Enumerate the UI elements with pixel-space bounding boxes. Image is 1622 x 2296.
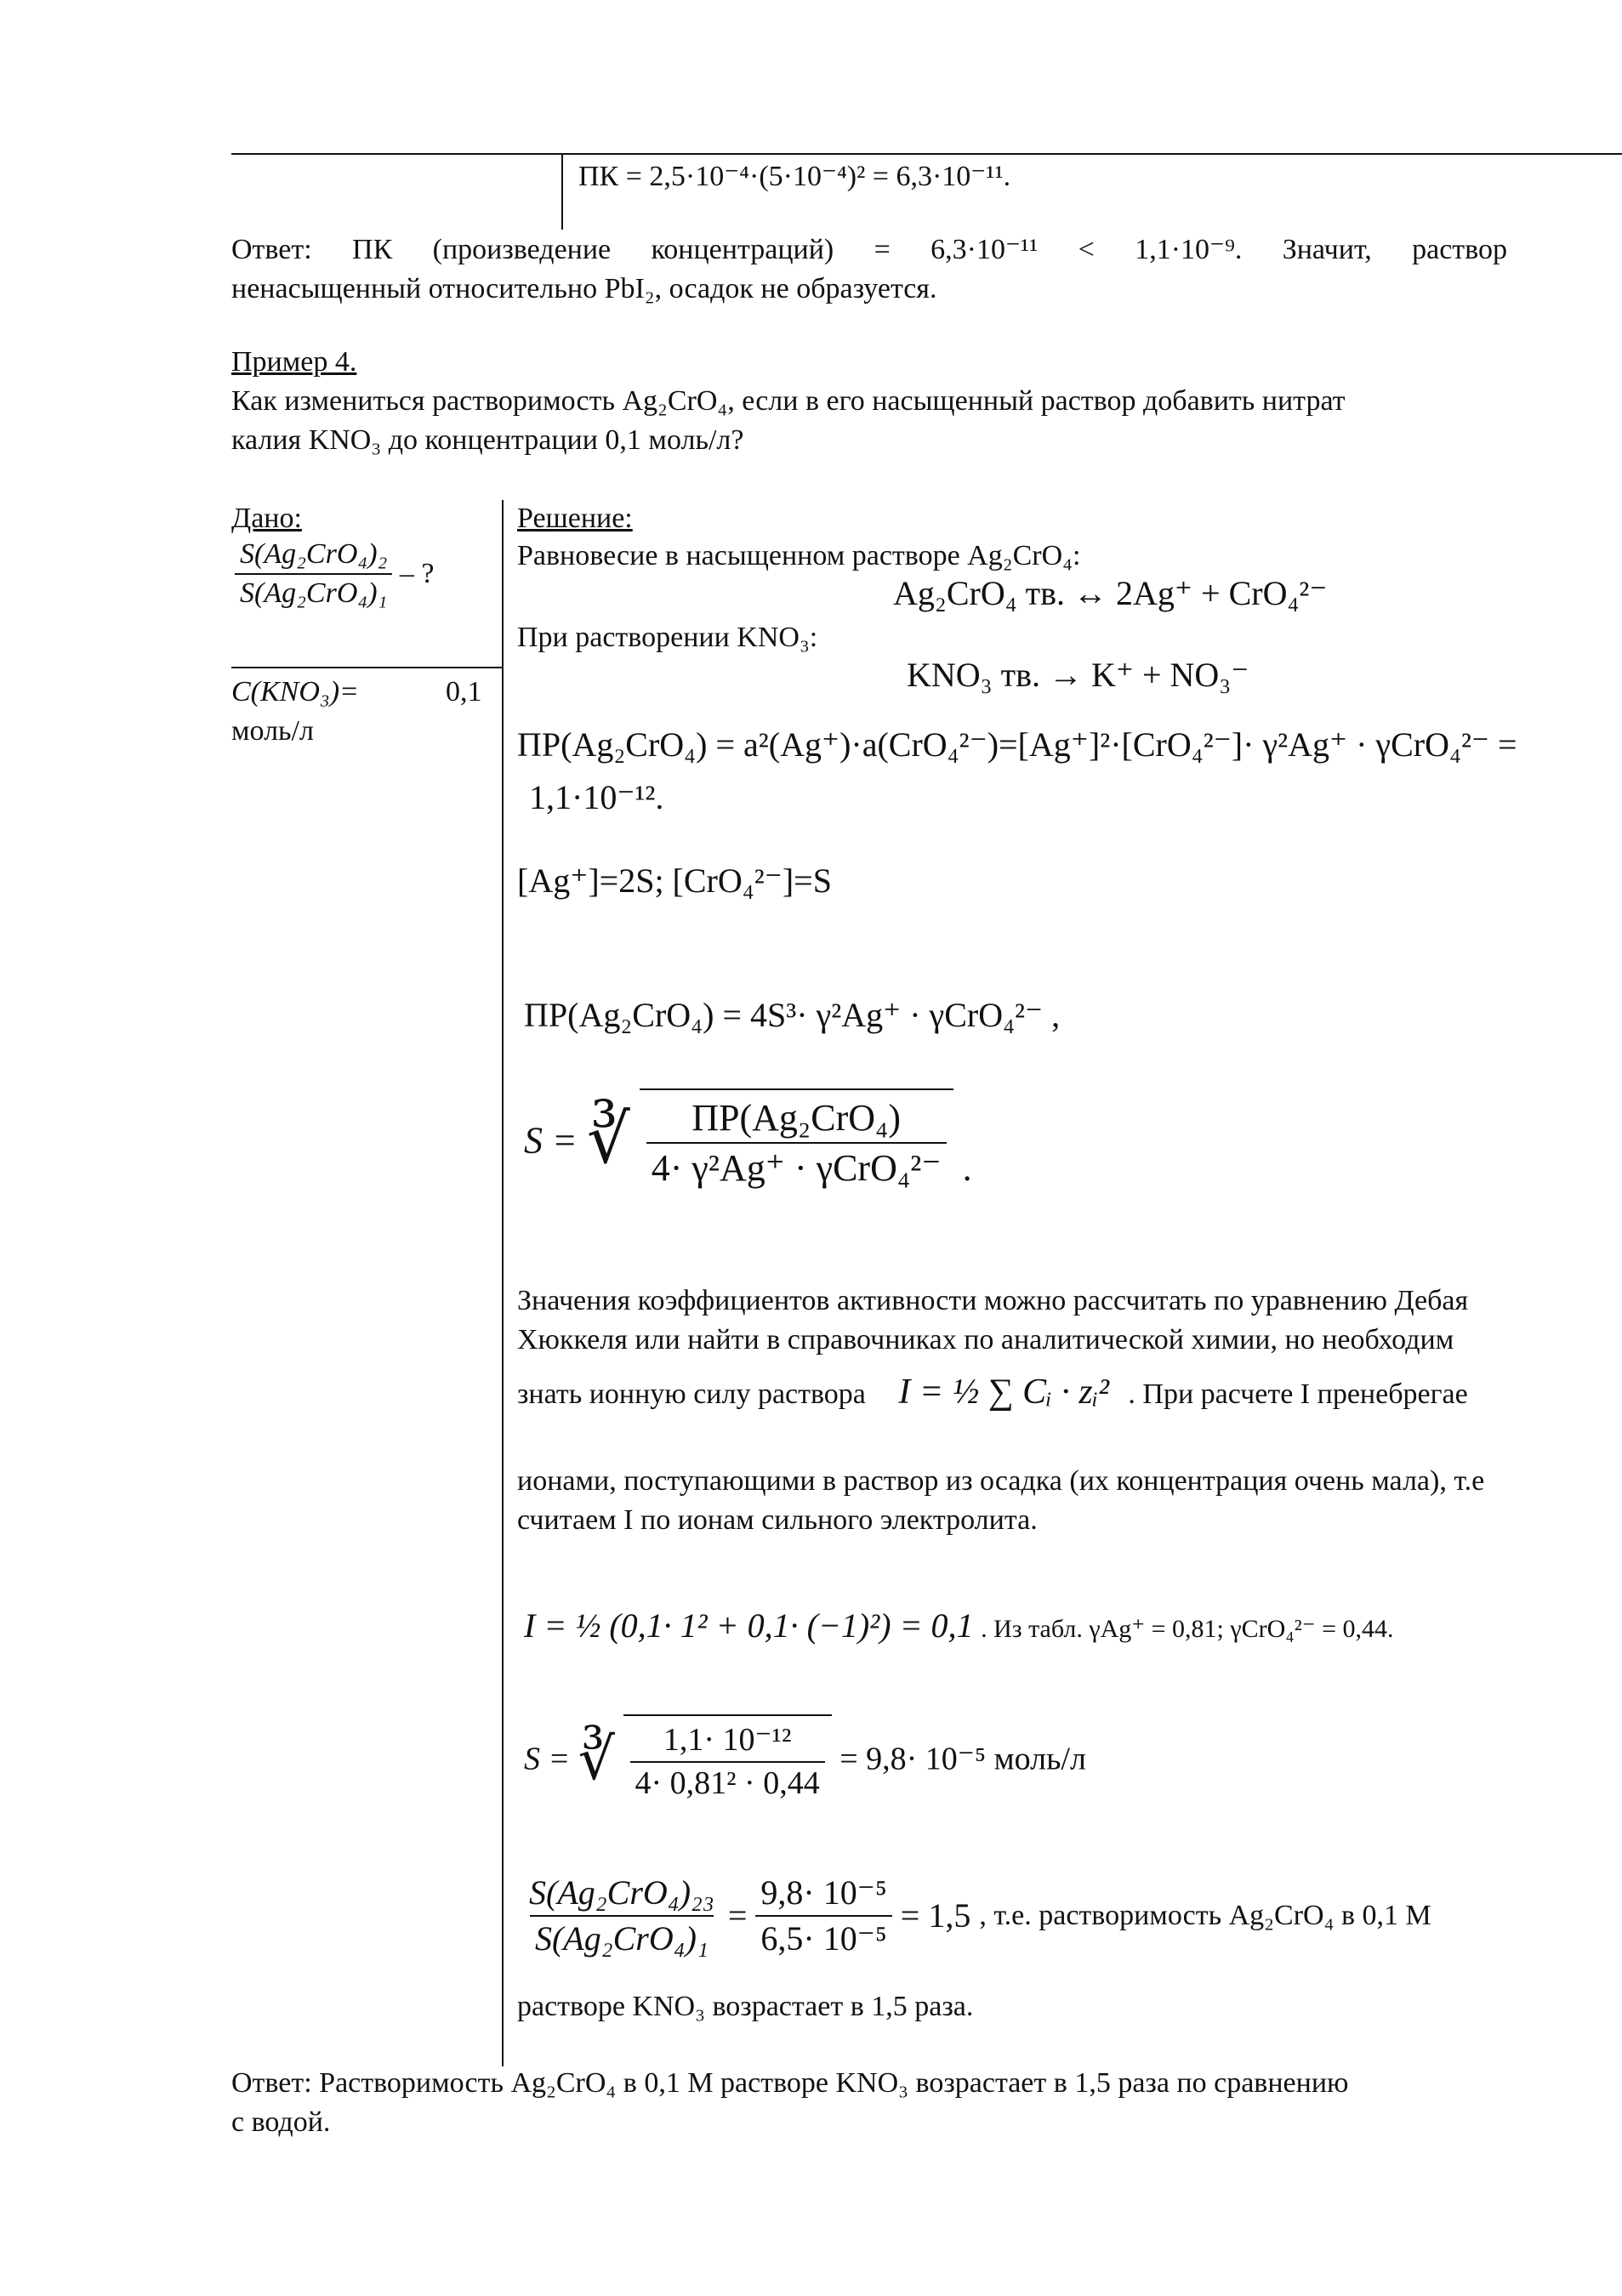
s-calc-lhs: S = (524, 1741, 571, 1777)
given-unit: моль/л (231, 715, 314, 747)
cube-root-sign: ∛ (586, 1103, 630, 1179)
text-line3-a: знать ионную силу раствора (517, 1378, 866, 1410)
s-formula-lhs: S = (524, 1119, 578, 1162)
pr-solubility: ПР(Ag₂CrO₄) = 4S³· γ²Ag⁺ · γCrO₄²⁻ , (524, 996, 1061, 1034)
given-conc-value: 0,1 (446, 676, 482, 708)
s-calc (524, 1714, 1086, 1805)
answer2-line1: Ответ: Растворимость Ag₂CrO₄ в 0,1 М растворе KNO₃ возрастает в 1,5 раза по сравнению (231, 2067, 1349, 2099)
given-ratio-num: S(Ag₂CrO₄)₂ (240, 538, 388, 570)
equation-kno3 (907, 653, 1249, 697)
s-calc-num: 1,1· 10⁻¹² (663, 1722, 792, 1758)
example-title: Пример 4. (231, 346, 357, 378)
solution-label: Решение: (517, 503, 633, 534)
s-formula (524, 1088, 972, 1192)
given-solution-divider (502, 500, 504, 2066)
example-question-2: калия KNO₃ до концентрации 0,1 моль/л? (231, 424, 744, 456)
ionic-strength-calc (524, 1604, 1394, 1648)
text-line5: считаем I по ионам сильного электролита. (517, 1504, 1038, 1536)
s-calc-root-sign: ∛ (578, 1727, 615, 1793)
ionic-strength-table: . Из табл. γAg⁺ = 0,81; γCrO₄²⁻ = 0,44. (981, 1615, 1394, 1643)
text-line2: Хюккеля или найти в справочниках по аналитической химии, но необходим (517, 1324, 1454, 1355)
text-line3 (517, 1369, 1468, 1416)
ratio-text: , т.е. растворимость Ag₂CrO₄ в 0,1 М (979, 1899, 1431, 1931)
pr-value: 1,1·10⁻¹². (529, 778, 664, 816)
given-ratio-den: S(Ag₂CrO₄)₁ (235, 573, 392, 612)
pk-line: ПК = 2,5·10⁻⁴·(5·10⁻⁴)² = 6,3·10⁻¹¹. (578, 161, 1011, 192)
ratio-result: = 1,5 (900, 1896, 971, 1935)
ionic-strength-formula: I = ½ ∑ Cᵢ · zᵢ² (898, 1372, 1109, 1412)
ratio-value-den: 6,5· 10⁻⁵ (755, 1915, 891, 1961)
answer1-line1: Ответ: ПК (произведение концентраций) = 6,3·10⁻¹¹ < 1,1·10⁻⁹. Значит, раствор (231, 234, 1507, 265)
answer2-line2: с водой. (231, 2106, 331, 2138)
concentration-relation: [Ag⁺]=2S; [CrO₄²⁻]=S (517, 861, 832, 900)
s-calc-den: 4· 0,81² · 0,44 (630, 1761, 825, 1804)
text-line1: Значения коэффициентов активности можно рассчитать по уравнению Дебая (517, 1285, 1469, 1316)
given-label: Дано: (231, 503, 302, 534)
s-formula-den: 4· γ²Ag⁺ · γCrO₄²⁻ (646, 1142, 947, 1192)
s-formula-period: . (962, 1147, 972, 1190)
ionic-strength-calc-expr: I = ½ (0,1· 1² + 0,1· (−1)²) = 0,1 (524, 1606, 974, 1645)
pr-expression: ПР(Ag₂CrO₄) = a²(Ag⁺)·a(CrO₄²⁻)=[Ag⁺]²·[CrO₄²⁻]· γ²Ag⁺ · γCrO₄²⁻ = (517, 725, 1517, 764)
given-ratio (235, 536, 434, 612)
s-calc-radicand (623, 1714, 832, 1805)
ratio-value-num: 9,8· 10⁻⁵ (760, 1873, 887, 1912)
text-line4: ионами, поступающими в раствор из осадка (их концентрация очень мала), т.е (517, 1465, 1485, 1497)
top-table-rule (231, 153, 1622, 155)
s-formula-radicand (640, 1088, 953, 1192)
example-question-1: Как измениться растворимость Ag₂CrO₄, если в его насыщенный раствор добавить нитрат (231, 385, 1346, 417)
answer1-line2: ненасыщенный относительно PbI₂, осадок не образуется. (231, 273, 937, 304)
equation-dissolution: Ag₂CrO₄ тв. ↔ 2Ag⁺ + CrO₄²⁻ (893, 574, 1328, 612)
given-rule (231, 667, 502, 668)
equation-kno3-text: KNO₃ тв. → K⁺ + NO₃⁻ (907, 656, 1249, 694)
s-formula-num: ПР(Ag₂CrO₄) (691, 1097, 902, 1139)
text-line3-b: . При расчете I пренебрегае (1128, 1378, 1468, 1410)
given-conc: C(KNO₃)= (231, 676, 359, 708)
top-table-divider (561, 153, 563, 230)
ratio-num: S(Ag₂CrO₄)₂₃ (529, 1873, 714, 1912)
solution-step2: При растворении KNO₃: (517, 622, 818, 653)
ratio-text-line2: растворе KNO₃ возрастает в 1,5 раза. (517, 1991, 974, 2022)
s-calc-result: = 9,8· 10⁻⁵ моль/л (839, 1741, 1086, 1777)
given-ratio-question: – ? (399, 558, 435, 590)
ratio-den: S(Ag₂CrO₄)₁ (530, 1915, 714, 1961)
solution-step1: Равновесие в насыщенном растворе Ag₂CrO₄: (517, 540, 1081, 571)
ratio-calc: $\frac{\text{S(Ag₂CrO₄)₂₃}}{\text{S(Ag₂CrO₄)₁}}$ = $\frac{\text{9,8· 10⁻⁵}}{\text{6,5· 10⁻⁵}}$ = 1,5 , т.е. растворимость Ag₂CrO₄ в 0,1 М (524, 1871, 1431, 1961)
